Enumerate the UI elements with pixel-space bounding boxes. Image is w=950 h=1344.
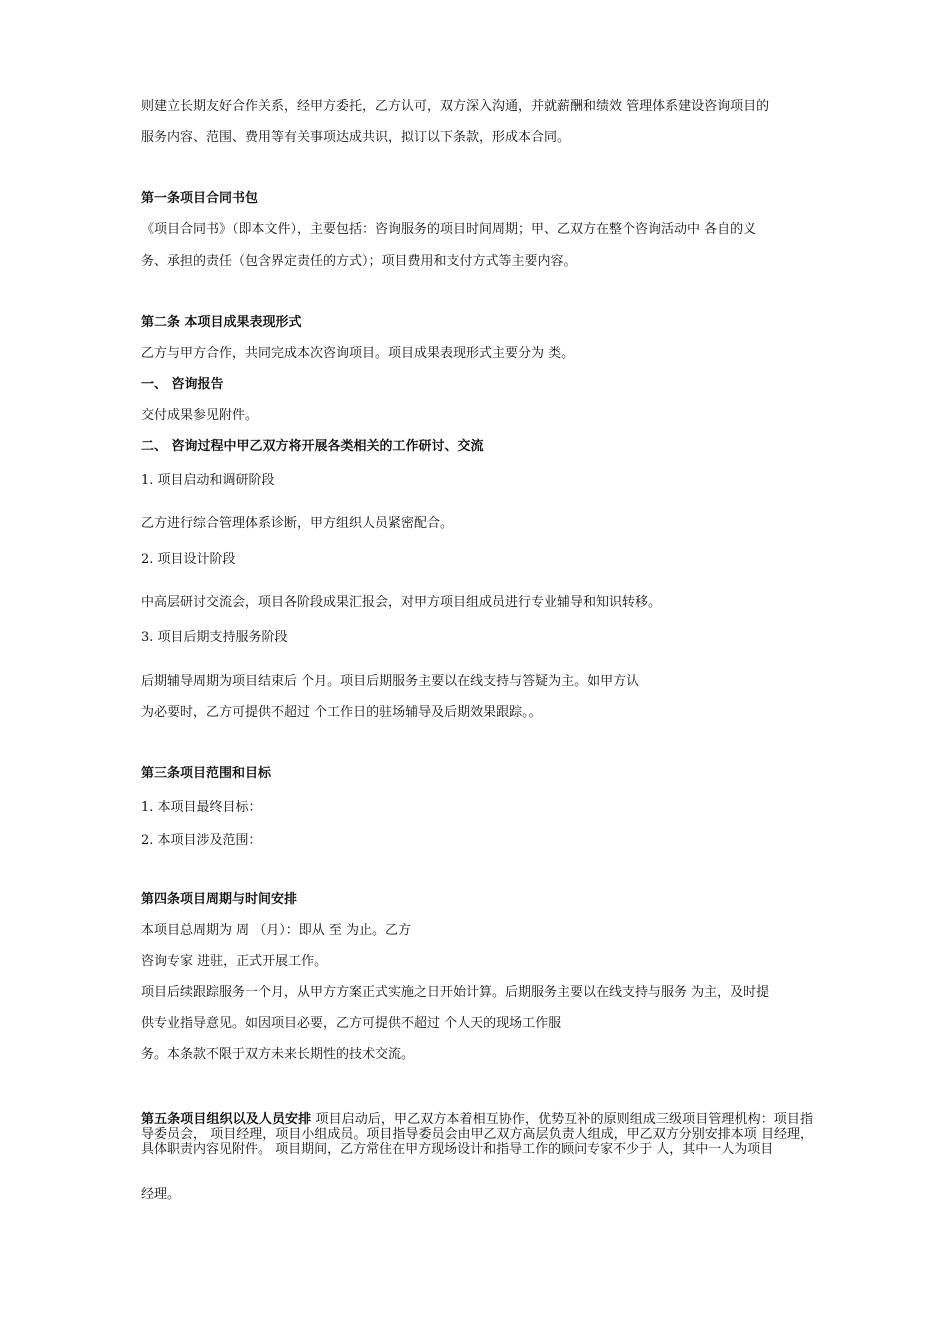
stage-3-line-2: 为必要时，乙方可提供不超过 个工作日的驻场辅导及后期效果跟踪。。	[141, 705, 542, 720]
intro-line-2: 服务内容、范围、费用等有关事项达成共识，拟订以下条款，形成本合同。	[141, 130, 571, 145]
article-3-item-2: 2. 本项目涉及范围：	[141, 833, 262, 848]
article-5-tail: 经理。	[141, 1187, 181, 1202]
article-5-heading: 第五条项目组织以及人员安排	[141, 1112, 312, 1127]
stage-2-text: 中高层研讨交流会，项目各阶段成果汇报会，对甲方项目组成员进行专业辅导和知识转移。	[141, 595, 662, 610]
article-4-line-2: 咨询专家 进驻，正式开展工作。	[141, 954, 328, 969]
article-5-paragraph	[141, 1112, 813, 1157]
article-1-line-2: 务、承担的责任（包含界定责任的方式）；项目费用和支付方式等主要内容。	[141, 254, 577, 269]
article-4-line-1: 本项目总周期为 周 （月）：即从 至 为止。乙方	[141, 923, 412, 938]
stage-1-text: 乙方进行综合管理体系诊断，甲方组织人员紧密配合。	[141, 516, 454, 531]
article-4-line-5: 务。本条款不限于双方未来长期性的技术交流。	[141, 1047, 415, 1062]
article-2-item-1-heading: 一、 咨询报告	[141, 377, 224, 392]
article-2-item-1-text: 交付成果参见附件。	[141, 408, 259, 423]
article-2-heading: 第二条 本项目成果表现形式	[141, 315, 302, 330]
article-2-item-2-heading: 二、 咨询过程中甲乙双方将开展各类相关的工作研讨、交流	[141, 439, 484, 454]
article-4-heading: 第四条项目周期与时间安排	[141, 892, 298, 907]
stage-2-title: 2. 项目设计阶段	[141, 552, 236, 567]
article-3-item-1: 1. 本项目最终目标：	[141, 800, 262, 815]
article-1-heading: 第一条项目合同书包	[141, 191, 259, 206]
stage-3-title: 3. 项目后期支持服务阶段	[141, 630, 288, 645]
article-3-heading: 第三条项目范围和目标	[141, 766, 272, 781]
article-4-line-3: 项目后续跟踪服务一个月，从甲方方案正式实施之日开始计算。后期服务主要以在线支持与服务 为主，及时提	[141, 985, 770, 1000]
stage-3-line-1: 后期辅导周期为项目结束后 个月。项目后期服务主要以在线支持与答疑为主。如甲方认	[141, 674, 640, 689]
article-2-intro: 乙方与甲方合作，共同完成本次咨询项目。项目成果表现形式主要分为 类。	[141, 346, 575, 361]
article-5-body: 项目启动后，甲乙双方本着相互协作，优势互补的原则组成三级项目管理机构：项目指导委员会， 项目经理，项目小组成员。项目指导委员会由甲乙双方高层负责人组成，甲乙双方分别安排本项 目经理，具体职责内容见附件。 项目期间，乙方常住在甲方现场设计和指导工作的顾问专家不少于 人，其中一人为项目	[141, 1112, 813, 1157]
article-4-line-4: 供专业指导意见。如因项目必要，乙方可提供不超过 个人天的现场工作服	[141, 1016, 562, 1031]
intro-line-1: 则建立长期友好合作关系，经甲方委托，乙方认可，双方深入沟通，并就薪酬和绩效 管理体系建设咨询项目的	[141, 99, 770, 114]
stage-1-title: 1. 项目启动和调研阶段	[141, 473, 275, 488]
article-1-line-1: 《项目合同书》（即本文件），主要包括：咨询服务的项目时间周期；甲、乙双方在整个咨询活动中 各自的义	[141, 222, 757, 237]
